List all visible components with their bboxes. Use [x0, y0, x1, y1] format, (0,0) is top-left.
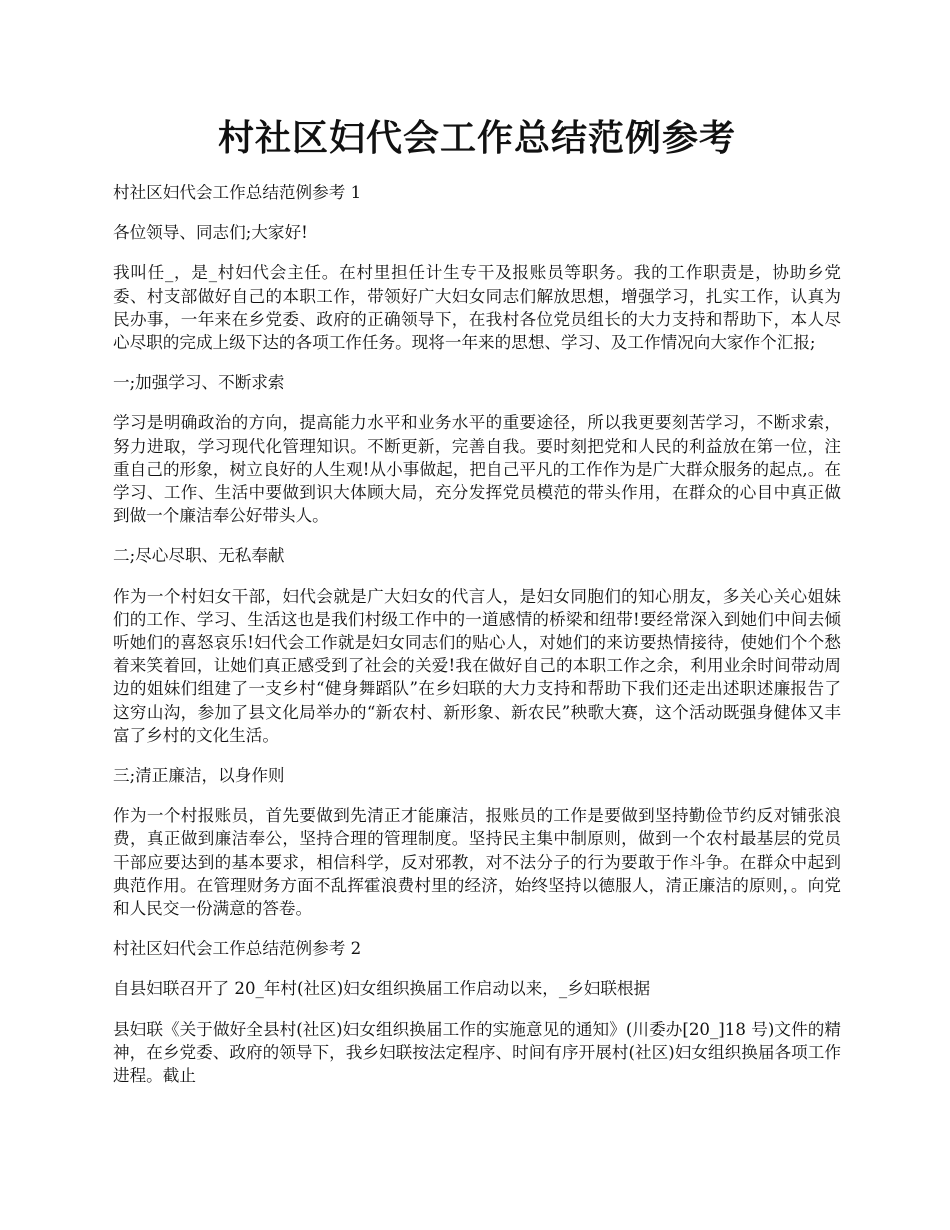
- subheading-3: 三;清正廉洁，以身作则: [113, 766, 285, 786]
- document-page: [113, 112, 841, 1104]
- section-heading-2: 村社区妇代会工作总结范例参考 2: [113, 939, 362, 959]
- subheading-2: 二;尽心尽职、无私奉献: [113, 546, 285, 566]
- document-title: 村社区妇代会工作总结范例参考: [217, 117, 736, 159]
- section-heading-1: 村社区妇代会工作总结范例参考 1: [113, 183, 362, 202]
- body-paragraph-1: 学习是明确政治的方向，提高能力水平和业务水平的重要途径，所以我更要刻苦学习，不断求索，努力进取，学习现代化管理知识。不断更新，完善自我。要时刻把党和人民的利益放在第一位，注重自己的形象，树立良好的人生观!从小事做起，把自己平凡的工作作为是广大群众服务的起点,。在学习、工作、生活中要做到识大体顾大局，充分发挥党员模范的带头作用，在群众的心目中真正做到做一个廉洁奉公好带头人。: [113, 413, 841, 526]
- body-paragraph-2: 作为一个村妇女干部，妇代会就是广大妇女的代言人，是妇女同胞们的知心朋友，多关心关心姐妹们的工作、学习、生活这也是我们村级工作中的一道感情的桥梁和纽带!要经常深入到她们中间去倾听她们的喜怒哀乐!妇代会工作就是妇女同志们的贴心人，对她们的来访要热情接待，使她们个个愁着来笑着回，让她们真正感受到了社会的关爱!我在做好自己的本职工作之余，利用业余时间带动周边的姐妹们组建了一支乡村“健身舞蹈队”在乡妇联的大力支持和帮助下我们还走出述职述廉报告了这穷山沟，参加了县文化局举办的“新农村、新形象、新农民”秧歌大赛，这个活动既强身健体又丰富了乡村的文化生活。: [113, 586, 841, 745]
- greeting-paragraph: 各位领导、同志们;大家好!: [113, 223, 308, 243]
- body-paragraph-4: 自县妇联召开了 20_年村(社区)妇女组织换届工作启动以来，_乡妇联根据: [113, 979, 651, 999]
- intro-paragraph: 我叫任_，是_村妇代会主任。在村里担任计生专干及报账员等职务。我的工作职责是，协助乡党委、村支部做好自己的本职工作，带领好广大妇女同志们解放思想，增强学习，扎实工作，认真为民办事，一年来在乡党委、政府的正确领导下，在我村各位党员组长的大力支持和帮助下，本人尽心尽职的完成上级下达的各项工作任务。现将一年来的思想、学习、及工作情况向大家作个汇报;: [113, 263, 841, 353]
- body-paragraph-3: 作为一个村报账员，首先要做到先清正才能廉洁，报账员的工作是要做到坚持勤俭节约反对铺张浪费，真正做到廉洁奉公，坚持合理的管理制度。坚持民主集中制原则，做到一个农村最基层的党员干部应要达到的基本要求，相信科学，反对邪教，对不法分子的行为要敢于作斗争。在群众中起到典范作用。在管理财务方面不乱挥霍浪费村里的经济，始终坚持以德服人，清正廉洁的原则，。向党和人民交一份满意的答卷。: [113, 806, 841, 919]
- subheading-1: 一;加强学习、不断求索: [113, 373, 285, 393]
- body-paragraph-5: 县妇联《关于做好全县村(社区)妇女组织换届工作的实施意见的通知》(川委办[20_]18 号)文件的精神，在乡党委、政府的领导下，我乡妇联按法定程序、时间有序开展村(社区)妇女组织换届各项工作进程。截止: [113, 1019, 841, 1086]
